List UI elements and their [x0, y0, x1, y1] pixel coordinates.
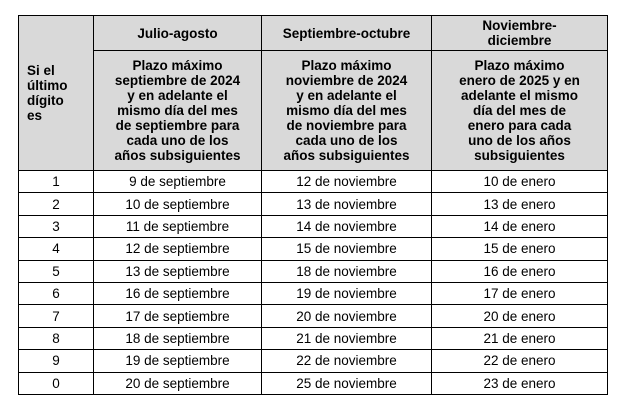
deadline-line: Plazo máximo	[474, 58, 565, 73]
table-row	[19, 327, 608, 349]
last-digit-cell: 0	[19, 372, 94, 394]
septiembre-octubre-cell: 13 de noviembre	[262, 193, 432, 215]
table-row	[19, 282, 608, 304]
period-header-row	[19, 16, 608, 51]
deadline-line: día del mes de	[472, 103, 567, 118]
corner-line: Si el	[27, 63, 55, 78]
deadline-line: mismo día del mes	[117, 103, 238, 118]
julio-agosto-cell: 16 de septiembre	[94, 282, 262, 304]
table-row	[19, 215, 608, 237]
deadline-line: años subsiguientes	[114, 148, 241, 163]
deadline-line: y en adelante el	[127, 88, 228, 103]
period-line: diciembre	[487, 33, 552, 48]
septiembre-octubre-cell: 25 de noviembre	[262, 372, 432, 394]
deadline-line: y en adelante el	[296, 88, 397, 103]
noviembre-diciembre-cell: 14 de enero	[432, 215, 608, 237]
last-digit-cell: 3	[19, 215, 94, 237]
table-row	[19, 372, 608, 394]
noviembre-diciembre-cell: 23 de enero	[432, 372, 608, 394]
deadline-line: de septiembre para	[115, 118, 240, 133]
noviembre-diciembre-cell: 20 de enero	[432, 305, 608, 327]
deadline-line: Plazo máximo	[132, 58, 223, 73]
period-header-julio-agosto	[94, 16, 262, 51]
period-line: Septiembre-octubre	[282, 25, 411, 41]
last-digit-cell: 2	[19, 193, 94, 215]
septiembre-octubre-cell: 18 de noviembre	[262, 260, 432, 282]
deadline-header-septiembre-octubre	[262, 51, 432, 171]
julio-agosto-cell: 18 de septiembre	[94, 327, 262, 349]
deadline-header-julio-agosto	[94, 51, 262, 171]
noviembre-diciembre-cell: 13 de enero	[432, 193, 608, 215]
deadline-line: Plazo máximo	[301, 58, 392, 73]
deadline-line: noviembre de 2024	[285, 73, 408, 88]
noviembre-diciembre-cell: 10 de enero	[432, 171, 608, 193]
septiembre-octubre-cell: 19 de noviembre	[262, 282, 432, 304]
last-digit-cell: 6	[19, 282, 94, 304]
corner-line: dígito	[27, 93, 64, 108]
table-row	[19, 260, 608, 282]
deadline-line: enero para cada	[467, 118, 572, 133]
julio-agosto-cell: 10 de septiembre	[94, 193, 262, 215]
septiembre-octubre-cell: 22 de noviembre	[262, 350, 432, 372]
last-digit-cell: 1	[19, 171, 94, 193]
julio-agosto-cell: 20 de septiembre	[94, 372, 262, 394]
deadline-line: mismo día del mes	[286, 103, 407, 118]
corner-line: último	[27, 78, 68, 93]
deadline-line: adelante el mismo	[460, 88, 579, 103]
table-row	[19, 171, 608, 193]
deadline-header-noviembre-diciembre	[432, 51, 608, 171]
last-digit-cell: 7	[19, 305, 94, 327]
septiembre-octubre-cell: 20 de noviembre	[262, 305, 432, 327]
septiembre-octubre-cell: 12 de noviembre	[262, 171, 432, 193]
septiembre-octubre-cell: 14 de noviembre	[262, 215, 432, 237]
noviembre-diciembre-cell: 22 de enero	[432, 350, 608, 372]
table-row	[19, 350, 608, 372]
julio-agosto-cell: 17 de septiembre	[94, 305, 262, 327]
noviembre-diciembre-cell: 21 de enero	[432, 327, 608, 349]
septiembre-octubre-cell: 15 de noviembre	[262, 238, 432, 260]
julio-agosto-cell: 12 de septiembre	[94, 238, 262, 260]
noviembre-diciembre-cell: 15 de enero	[432, 238, 608, 260]
julio-agosto-cell: 13 de septiembre	[94, 260, 262, 282]
noviembre-diciembre-cell: 16 de enero	[432, 260, 608, 282]
julio-agosto-cell: 11 de septiembre	[94, 215, 262, 237]
last-digit-cell: 9	[19, 350, 94, 372]
septiembre-octubre-cell: 21 de noviembre	[262, 327, 432, 349]
table-row	[19, 238, 608, 260]
deadline-line: septiembre de 2024	[114, 73, 241, 88]
julio-agosto-cell: 19 de septiembre	[94, 350, 262, 372]
last-digit-cell: 8	[19, 327, 94, 349]
corner-line: es	[27, 108, 43, 123]
last-digit-cell: 5	[19, 260, 94, 282]
last-digit-cell: 4	[19, 238, 94, 260]
deadline-line: de noviembre para	[286, 118, 407, 133]
deadline-line: cada uno de los	[126, 133, 229, 148]
deadline-line: cada uno de los	[295, 133, 398, 148]
deadline-line: uno de los años	[468, 133, 571, 148]
deadline-table	[18, 15, 608, 395]
period-header-septiembre-octubre	[262, 16, 432, 51]
deadline-line: años subsiguientes	[283, 148, 410, 163]
julio-agosto-cell: 9 de septiembre	[94, 171, 262, 193]
noviembre-diciembre-cell: 17 de enero	[432, 282, 608, 304]
deadline-line: subsiguientes	[474, 148, 565, 163]
period-header-noviembre-diciembre	[432, 16, 608, 51]
table-row	[19, 305, 608, 327]
period-line: Julio-agosto	[137, 25, 218, 41]
table-row	[19, 193, 608, 215]
period-line: Noviembre-	[482, 18, 557, 33]
deadline-header-row	[19, 51, 608, 171]
last-digit-header	[19, 16, 94, 171]
deadline-line: enero de 2025 y en	[459, 73, 580, 88]
